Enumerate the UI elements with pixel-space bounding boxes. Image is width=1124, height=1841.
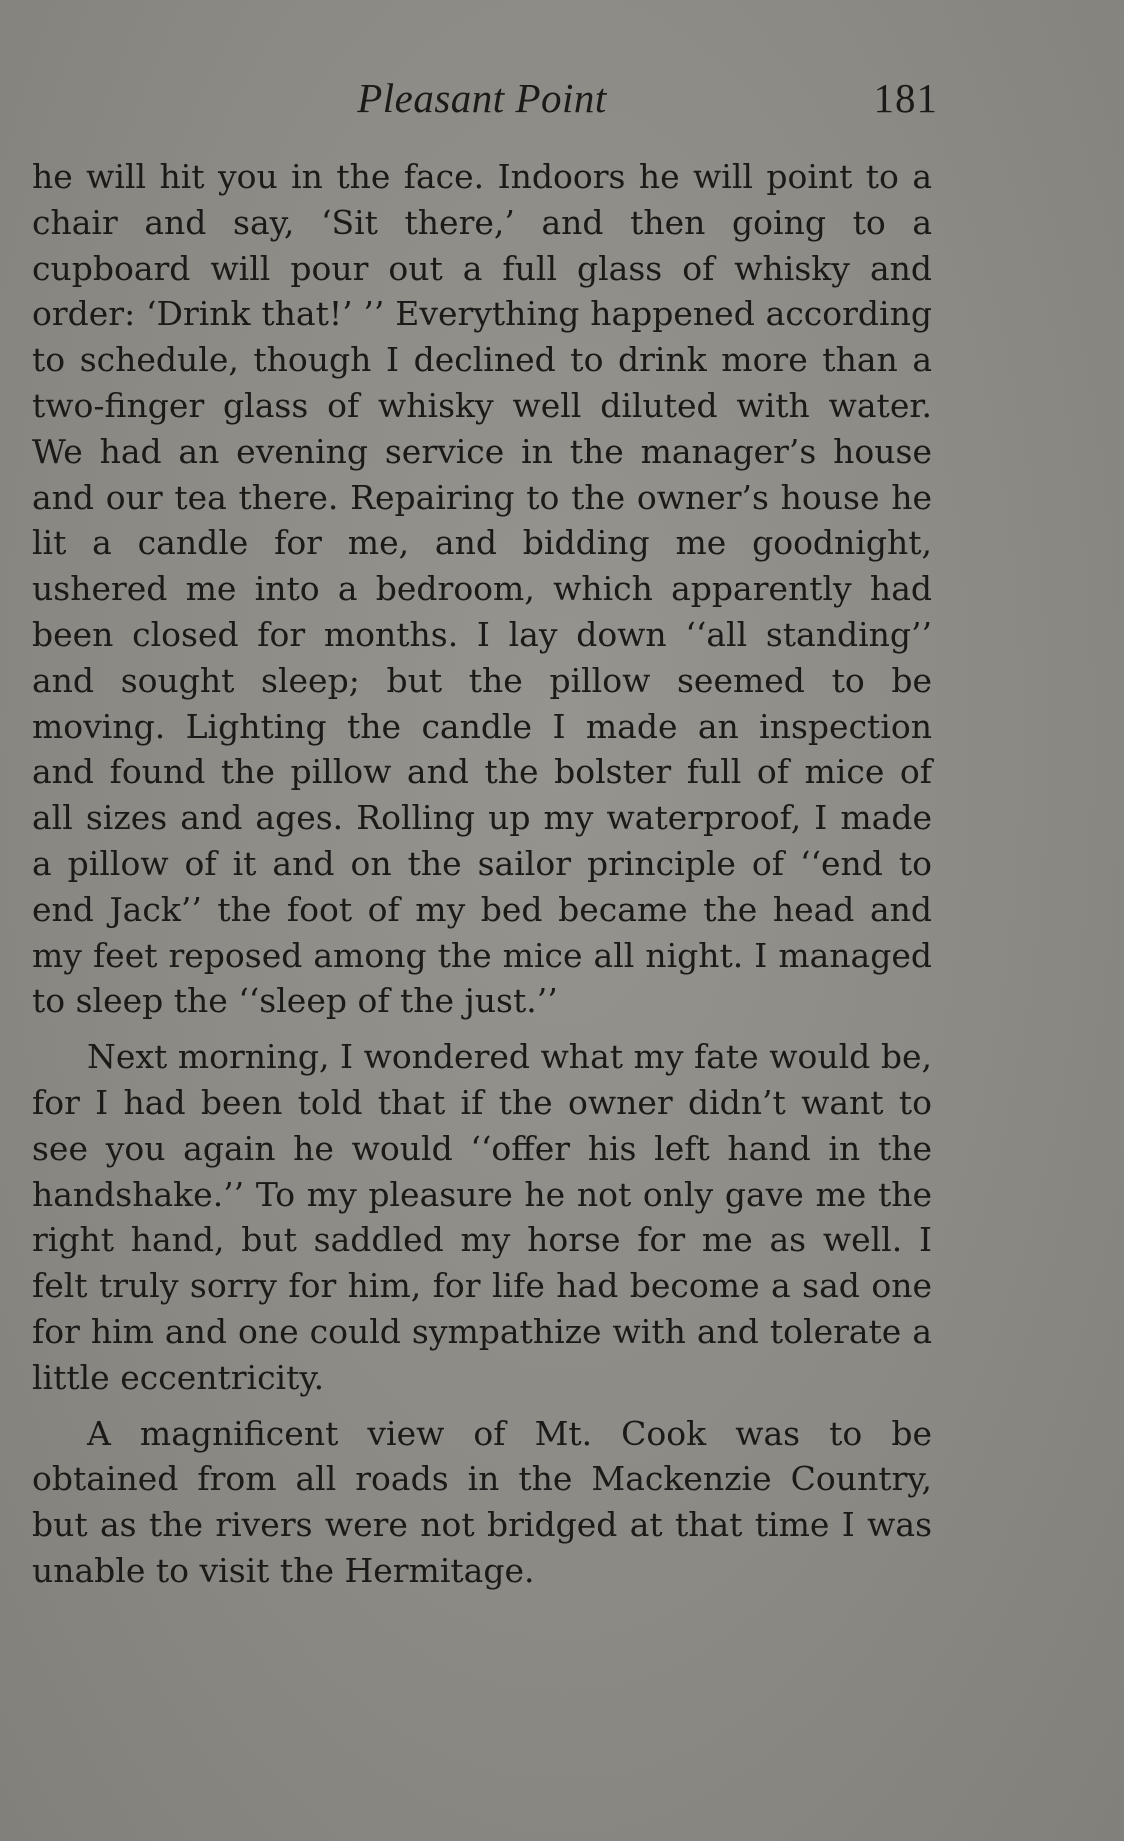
paragraph-continued: he will hit you in the face. Indoors he will point to a chair and say, ‘Sit there,’ and then going to a cupboard will pour out a full glass of whisky and order: ‘Drink that!’ ’’ Everything happened according to schedule, though I declined to drink more than a two-finger glass of whisky well diluted with water. We had an evening service in the manager’s house and our tea there. Repairing to the owner’s house he lit a candle for me, and bidding me goodnight, ushered me into a bedroom, which apparently had been closed for months. I lay down ‘‘all standing’’ and sought sleep; but the pillow seemed to be moving. Lighting the candle I made an inspection and found the pillow and the bolster full of mice of all sizes and ages. Rolling up my waterproof, I made a pillow of it and on the sailor principle of ‘‘end to end Jack’’ the foot of my bed became the head and my feet reposed among the mice all night. I managed to sleep the ‘‘sleep of the just.’’ [32,157,932,1021]
paragraph-mt-cook: A magnificent view of Mt. Cook was to be obtained from all roads in the Mackenzie Country, but as the rivers were not bridged at that time I was unable to visit the Hermitage. [32,1413,932,1590]
book-page [32,0,938,1841]
paragraph-next-morning: Next morning, I wondered what my fate would be, for I had been told that if the owner didn’t want to see you again he would ‘‘offer his left hand in the handshake.’’ To my pleasure he not only gave me the right hand, but saddled my horse for me as well. I felt truly sorry for him, for life had become a sad one for him and one could sympathize with and tolerate a little eccentricity. [32,1037,932,1397]
running-title: Pleasant Point [357,75,607,121]
body-text [32,154,932,1594]
page-number: 181 [873,75,938,121]
running-header [32,74,938,124]
